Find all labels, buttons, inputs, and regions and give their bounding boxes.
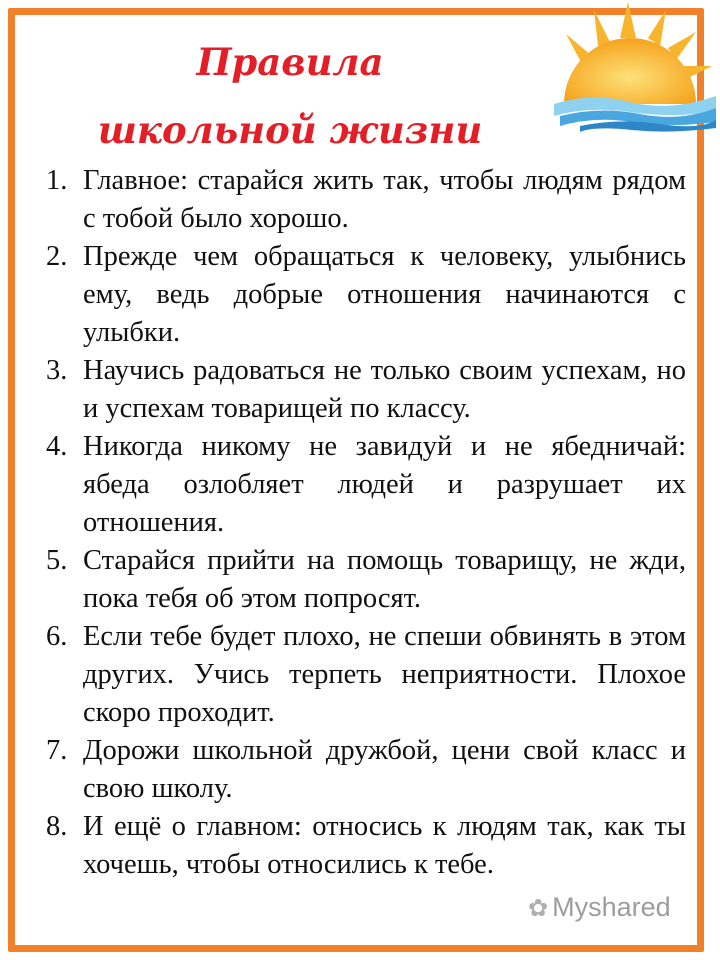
rule-item-7 (38, 732, 686, 808)
rule-item-3 (38, 352, 686, 428)
rule-number: 3. (46, 355, 68, 386)
sun-over-waves-icon (520, 0, 720, 140)
rules-list (38, 162, 686, 884)
rule-number: 1. (46, 165, 68, 196)
rule-item-6 (38, 618, 686, 732)
rule-number: 5. (46, 545, 68, 576)
rule-text: Прежде чем обращаться к человеку, улыбнись ему, ведь добрые отношения начинаются с улыбки. (83, 241, 686, 348)
title-line-2: школьной жизни (97, 108, 483, 152)
rule-item-2 (38, 238, 686, 352)
rule-item-4 (38, 428, 686, 542)
watermark-text: Myshared (552, 892, 671, 922)
rule-number: 4. (46, 431, 68, 462)
rule-number: 6. (46, 621, 68, 652)
rule-item-1 (38, 162, 686, 238)
rule-item-5 (38, 542, 686, 618)
rule-item-8 (38, 808, 686, 884)
rule-number: 7. (46, 735, 68, 766)
rule-text: Дорожи школьной дружбой, цени свой класс и свою школу. (83, 735, 686, 804)
rule-text: Если тебе будет плохо, не спеши обвинять в этом других. Учись терпеть неприятности. Плохое скоро проходит. (83, 621, 686, 728)
rule-text: Старайся прийти на помощь товарищу, не жди, пока тебя об этом попросят. (83, 545, 686, 614)
rule-text: Никогда никому не завидуй и не ябедничай: ябеда озлобляет людей и разрушает их отношения. (83, 431, 686, 538)
title-line-1: Правила (196, 40, 384, 84)
rule-text: Научись радоваться не только своим успехам, но и успехам товарищей по классу. (83, 355, 686, 424)
rule-number: 2. (46, 241, 68, 272)
watermark (528, 892, 671, 923)
watermark-logo-icon: ✿ (528, 895, 549, 922)
page-title (80, 28, 500, 164)
rule-text: Главное: старайся жить так, чтобы людям рядом с тобой было хорошо. (83, 165, 686, 234)
rule-text: И ещё о главном: относись к людям так, как ты хочешь, чтобы относились к тебе. (83, 811, 686, 880)
rule-number: 8. (46, 811, 68, 842)
